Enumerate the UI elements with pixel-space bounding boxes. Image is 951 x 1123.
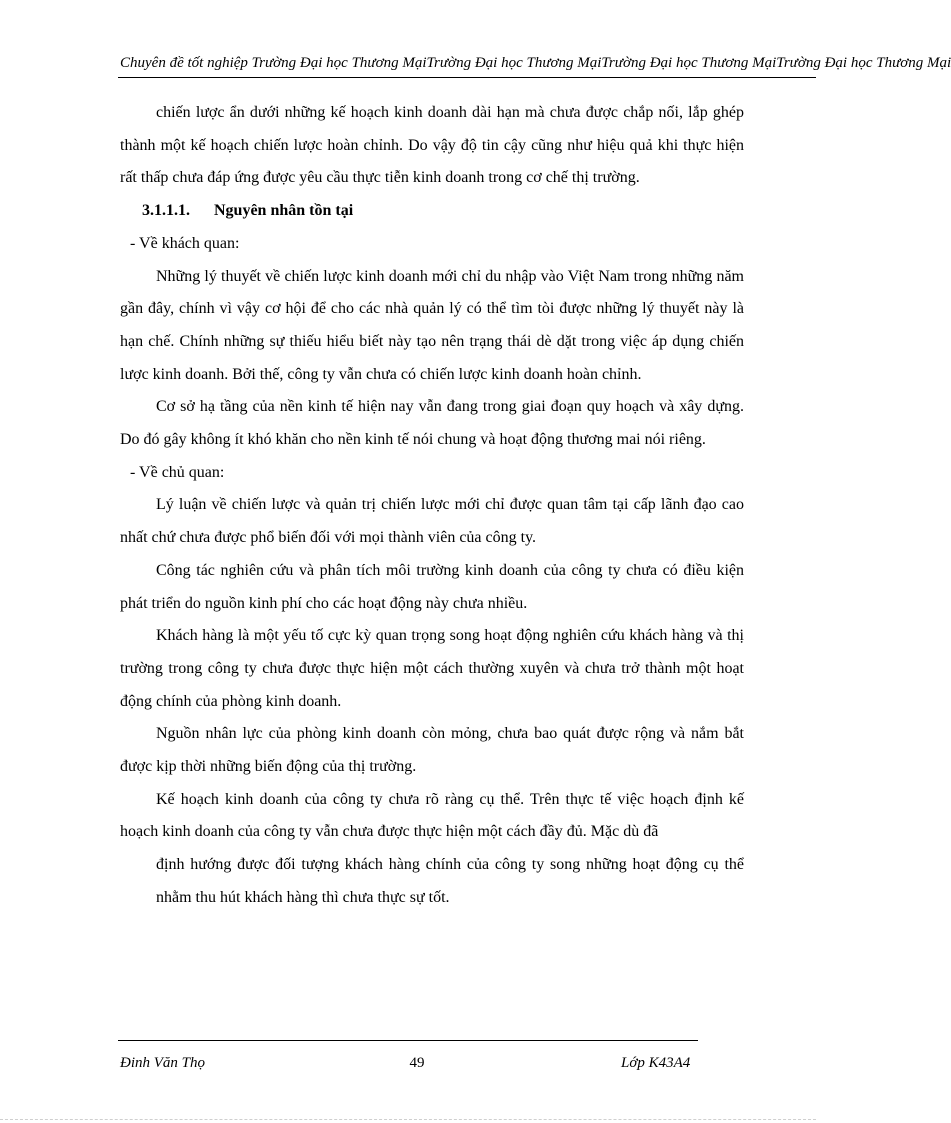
section-title: Nguyên nhân tồn tại xyxy=(214,202,354,220)
paragraph-research: Công tác nghiên cứu và phân tích môi trường kinh doanh của công ty chưa có điều kiện phát triển do nguồn kinh phí cho các hoạt động này chưa nhiều. xyxy=(120,561,744,612)
footer-divider xyxy=(118,1040,698,1041)
paragraph-infrastructure: Cơ sở hạ tầng của nền kinh tế hiện nay vẫn đang trong giai đoạn quy hoạch và xây dựng. Do đó gây không ít khó khăn cho nền kinh tế nói chung và hoạt động thương mai nói riêng. xyxy=(120,398,744,449)
paragraph-customers: Khách hàng là một yếu tố cực kỳ quan trọng song hoạt động nghiên cứu khách hàng và thị trường trong công ty chưa được thực hiện một cách thường xuyên và chưa trở thành một hoạt động chính của phòng kinh doanh. xyxy=(120,627,744,710)
section-heading xyxy=(120,195,744,228)
page-header: Chuyên đề tốt nghiệp Trường Đại học Thương MạiTrường Đại học Thương MạiTrường Đại học Thương MạiTrường Đại học Thương Mại xyxy=(120,55,951,71)
section-number: 3.1.1.1. xyxy=(142,202,190,220)
paragraph-business-plan: Kế hoạch kinh doanh của công ty chưa rõ ràng cụ thể. Trên thực tế việc hoạch định kế hoạch kinh doanh của công ty vẫn chưa được thực hiện một cách đầy đủ. Mặc dù đã xyxy=(120,790,744,841)
subjective-label: - Về chủ quan: xyxy=(130,463,225,481)
paragraph-theory: Những lý thuyết về chiến lược kinh doanh mới chỉ du nhập vào Việt Nam trong những năm gần đây, chính vì vậy cơ hội để cho các nhà quản lý có thể tìm tòi được những lý thuyết này là hạn chế. Chính những sự thiếu hiểu biết này tạo nên trạng thái dè dặt trong việc áp dụng chiến lược kinh doanh. Bởi thế, công ty vẫn chưa có chiến lược kinh doanh hoàn chỉnh. xyxy=(120,267,744,383)
footer-author: Đinh Văn Thọ xyxy=(120,1055,206,1071)
paragraph-strategy-theory: Lý luận về chiến lược và quản trị chiến lược mới chỉ được quan tâm tại cấp lãnh đạo cao nhất chứ chưa được phổ biến đối với mọi thành viên của công ty. xyxy=(120,496,744,547)
paragraph-human-resources: Nguồn nhân lực của phòng kinh doanh còn mỏng, chưa bao quát được rộng và nắm bắt được kịp thời những biến động của thị trường. xyxy=(120,725,744,776)
header-divider xyxy=(118,77,816,78)
paragraph-intro: chiến lược ẩn dưới những kế hoạch kinh doanh dài hạn mà chưa được chắp nối, lắp ghép thành một kế hoạch chiến lược hoàn chỉnh. Do vậy độ tin cậy cũng như hiệu quả khi thực hiện rất thấp chưa đáp ứng được yêu cầu thực tiễn kinh doanh trong cơ chế thị trường. xyxy=(120,104,744,187)
page-number: 49 xyxy=(409,1055,425,1071)
paragraph-orientation: định hướng được đối tượng khách hàng chính của công ty song những hoạt động cụ thể nhằm thu hút khách hàng thì chưa thực sự tốt. xyxy=(156,856,744,906)
objective-label: - Về khách quan: xyxy=(130,234,240,252)
page-edge xyxy=(0,1119,816,1120)
footer-class: Lớp K43A4 xyxy=(621,1055,691,1071)
document-body xyxy=(120,97,744,915)
